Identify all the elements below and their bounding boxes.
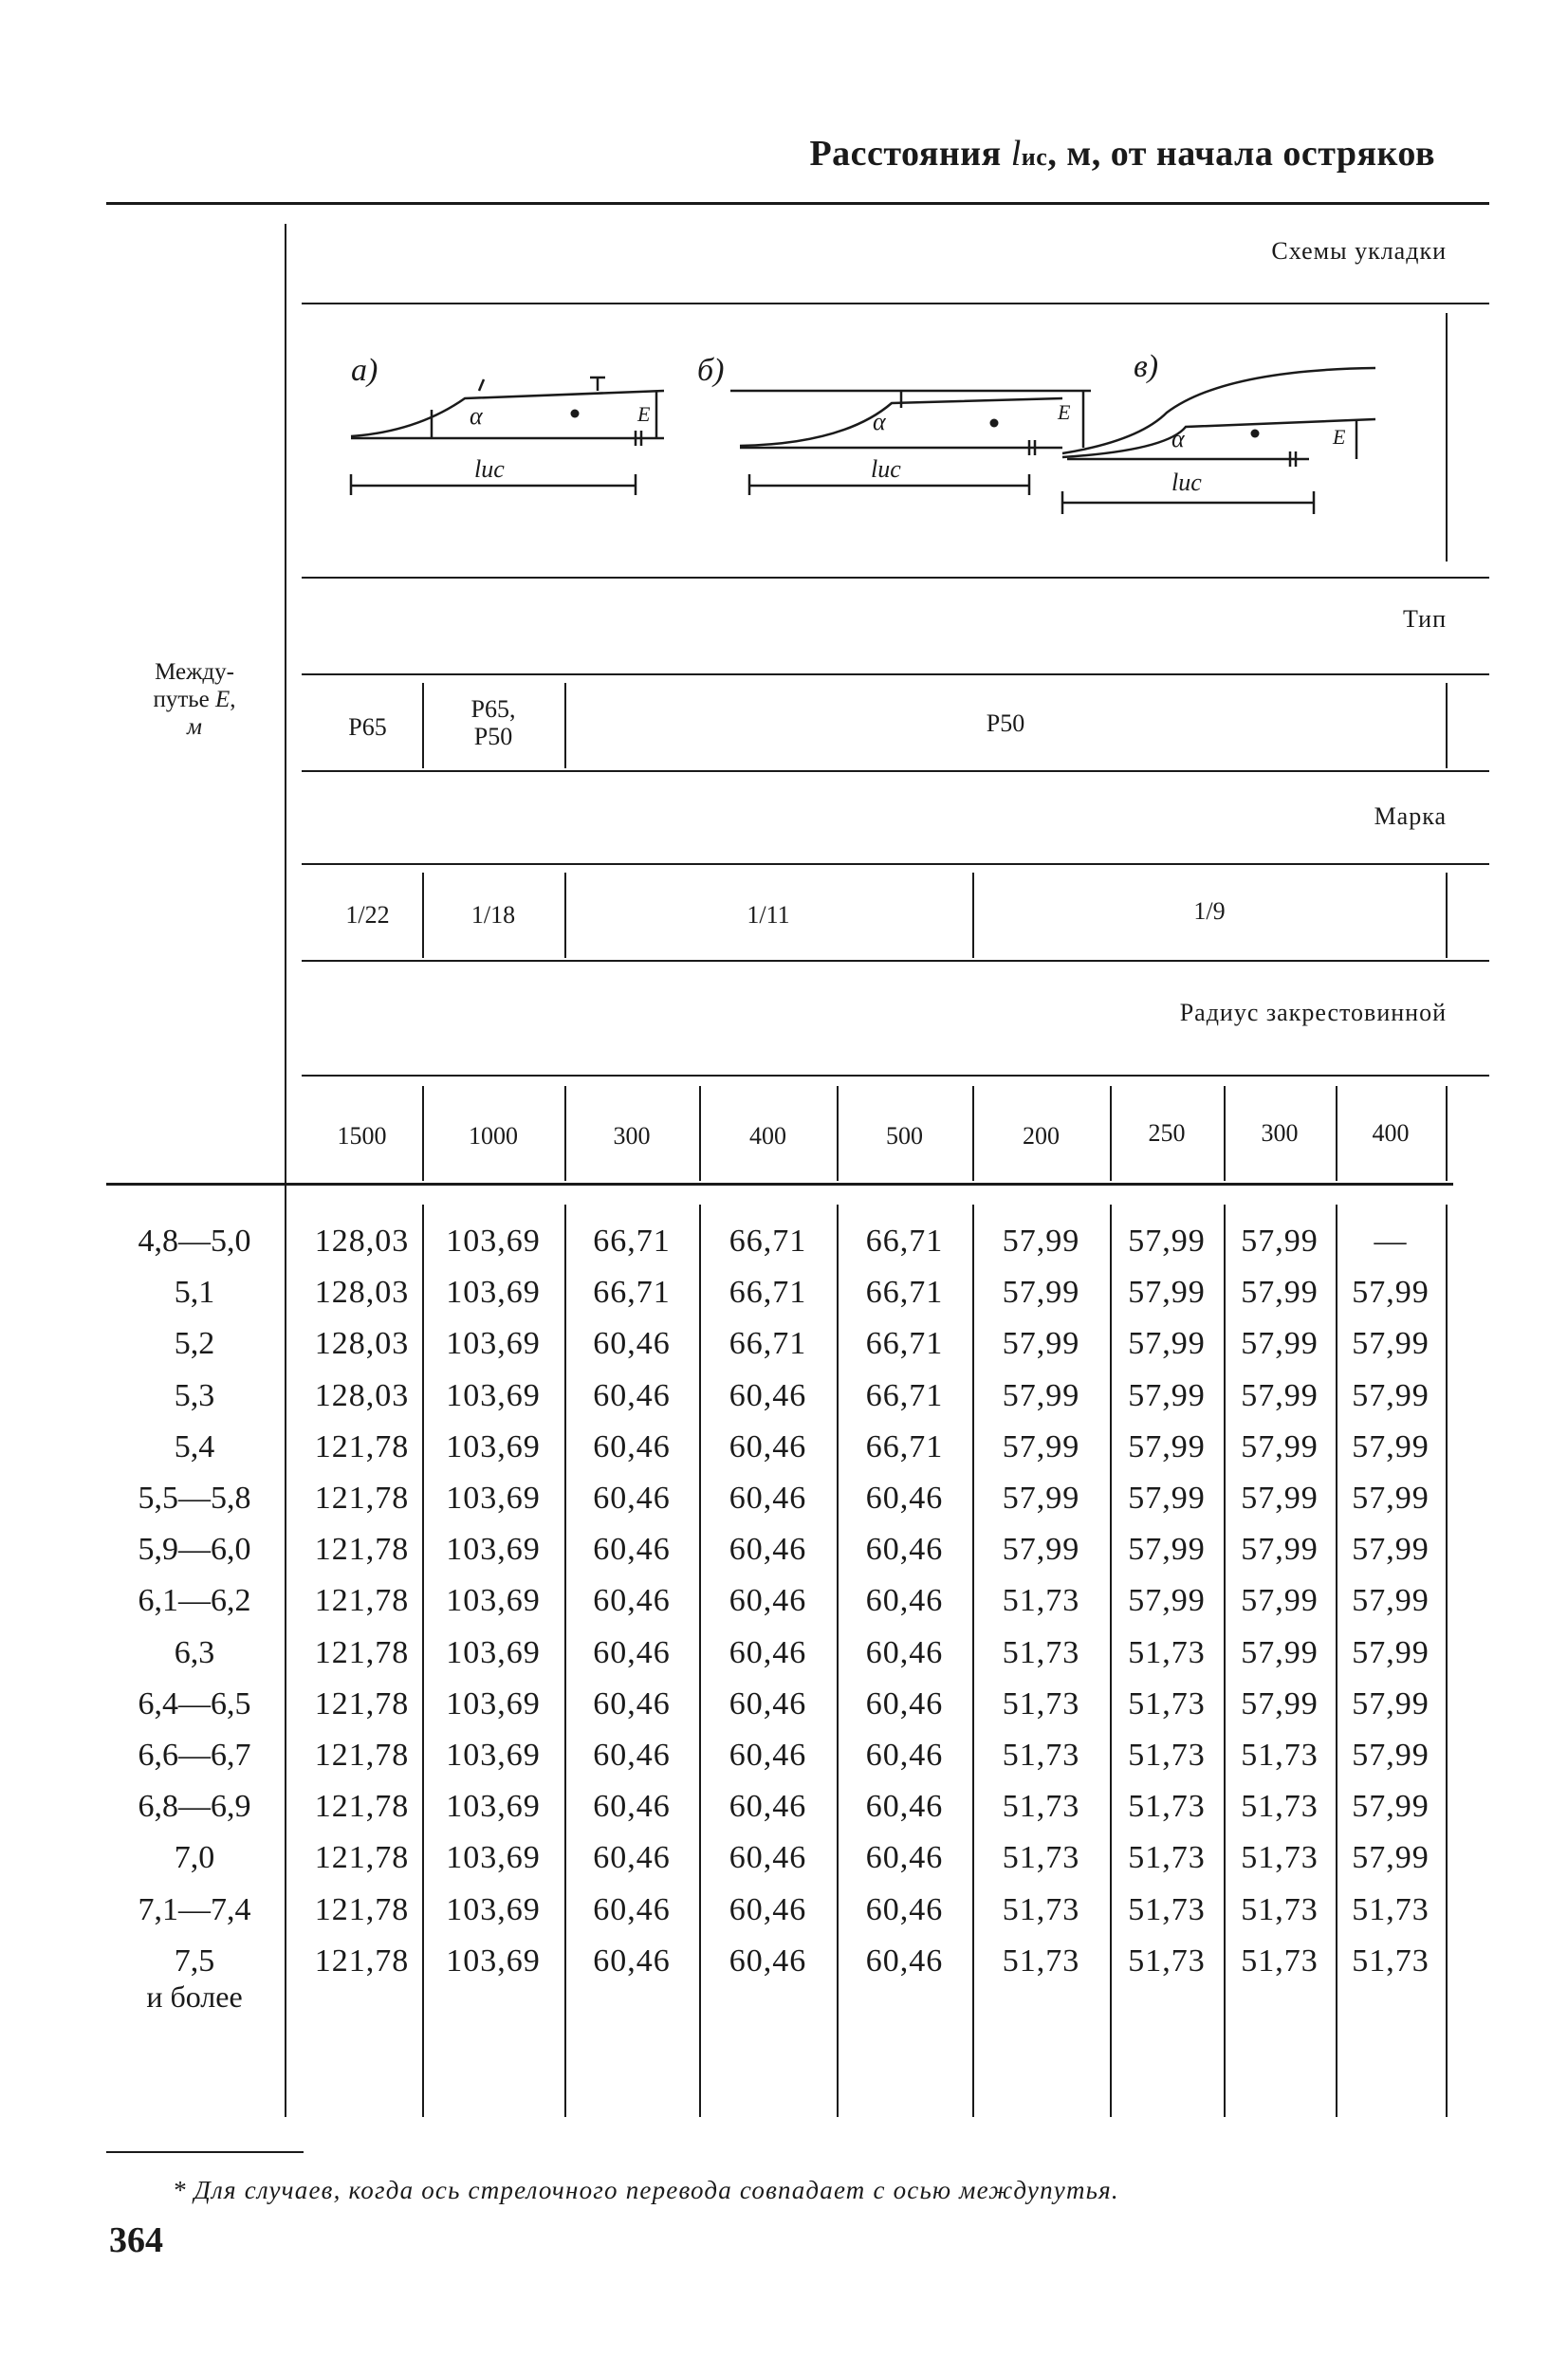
table-cell: 57,99 bbox=[1352, 1840, 1430, 1875]
table-top-border bbox=[106, 202, 1489, 205]
type-row-bottom bbox=[302, 770, 1489, 772]
scheme-a-alpha: α bbox=[470, 402, 483, 430]
table-cell: 60,46 bbox=[729, 1583, 807, 1618]
table-cell: 103,69 bbox=[446, 1789, 541, 1824]
table-cell: 51,73 bbox=[1241, 1892, 1319, 1927]
table-cell: 60,46 bbox=[865, 1686, 944, 1721]
row-e-value: 5,5—5,8 bbox=[138, 1481, 251, 1516]
table-cell: 66,71 bbox=[865, 1429, 944, 1464]
mark-1-18: 1/18 bbox=[470, 901, 516, 929]
table-cell: 51,73 bbox=[1241, 1943, 1319, 1979]
table-cell: 57,99 bbox=[1241, 1635, 1319, 1670]
table-cell: 66,71 bbox=[593, 1224, 671, 1259]
section-type-label: Тип bbox=[1402, 605, 1447, 633]
row-e-value: 5,2 bbox=[174, 1326, 215, 1361]
page-number: 364 bbox=[109, 2220, 163, 2260]
table-cell: 57,99 bbox=[1352, 1275, 1430, 1310]
row-e-value: 6,4—6,5 bbox=[138, 1686, 251, 1721]
table-cell: 60,46 bbox=[593, 1686, 671, 1721]
section-radius-label: Радиус закрестовинной bbox=[1179, 999, 1447, 1026]
table-cell: 60,46 bbox=[593, 1378, 671, 1413]
table-cell: 57,99 bbox=[1352, 1789, 1430, 1824]
table-cell: 121,78 bbox=[314, 1943, 410, 1979]
row-e-label bbox=[104, 1224, 285, 1260]
table-cell: 60,46 bbox=[865, 1532, 944, 1567]
table-cell: 121,78 bbox=[314, 1686, 410, 1721]
layout-schemes-diagram bbox=[313, 332, 1451, 550]
table-cell: 60,46 bbox=[593, 1635, 671, 1670]
scheme-a-length: lис bbox=[474, 455, 505, 483]
table-cell: 51,73 bbox=[1002, 1840, 1080, 1875]
table-cell: 57,99 bbox=[1002, 1275, 1080, 1310]
type-p65-p50: Р65, Р50 bbox=[470, 695, 516, 750]
table-cell: 60,46 bbox=[729, 1943, 807, 1979]
table-cell: 51,73 bbox=[1128, 1686, 1206, 1721]
scheme-a-e: E bbox=[637, 402, 651, 426]
table-cell: 128,03 bbox=[314, 1224, 410, 1259]
row-e-label bbox=[104, 1378, 285, 1414]
mark-1-11: 1/11 bbox=[747, 901, 790, 929]
scheme-a-label: а) bbox=[351, 353, 378, 388]
table-cell: 121,78 bbox=[314, 1840, 410, 1875]
table-cell: 103,69 bbox=[446, 1583, 541, 1618]
table-cell: 60,46 bbox=[593, 1840, 671, 1875]
table-cell: 66,71 bbox=[865, 1224, 944, 1259]
table-cell: 51,73 bbox=[1002, 1943, 1080, 1979]
radius-400-b: 400 bbox=[1372, 1119, 1410, 1147]
scheme-c-label: в) bbox=[1134, 349, 1159, 384]
table-cell: 57,99 bbox=[1128, 1378, 1206, 1413]
table-cell: 57,99 bbox=[1002, 1481, 1080, 1516]
footnote: * Для случаев, когда ось стрелочного перевода совпадает с осью междупутья. bbox=[173, 2176, 1119, 2204]
table-cell: 103,69 bbox=[446, 1943, 541, 1979]
mark-row-bottom bbox=[302, 960, 1489, 962]
table-cell: 66,71 bbox=[593, 1275, 671, 1310]
e-column-divider bbox=[285, 224, 286, 2117]
table-cell: 51,73 bbox=[1128, 1943, 1206, 1979]
mark-1-22: 1/22 bbox=[345, 901, 390, 929]
table-cell: 60,46 bbox=[593, 1738, 671, 1773]
table-cell: 60,46 bbox=[865, 1738, 944, 1773]
table-cell: 103,69 bbox=[446, 1224, 541, 1259]
table-cell: 57,99 bbox=[1128, 1481, 1206, 1516]
table-cell: 60,46 bbox=[729, 1635, 807, 1670]
scheme-b-alpha: α bbox=[873, 408, 886, 435]
table-cell: 51,73 bbox=[1241, 1840, 1319, 1875]
table-cell: 121,78 bbox=[314, 1429, 410, 1464]
section-schemes-label: Схемы укладки bbox=[1271, 237, 1447, 265]
table-cell: 128,03 bbox=[314, 1275, 410, 1310]
table-cell: 57,99 bbox=[1241, 1326, 1319, 1361]
table-title: Расстояния lис, м, от начала остряков bbox=[809, 134, 1435, 174]
row-e-value: 7,0 bbox=[174, 1840, 215, 1875]
table-cell: 57,99 bbox=[1002, 1378, 1080, 1413]
row-e-label bbox=[104, 1789, 285, 1825]
radius-300-b: 300 bbox=[1261, 1119, 1299, 1147]
radius-1000: 1000 bbox=[469, 1122, 518, 1150]
table-cell: 60,46 bbox=[593, 1789, 671, 1824]
radius-250: 250 bbox=[1148, 1119, 1186, 1147]
row-e-label bbox=[104, 1686, 285, 1722]
table-cell: 51,73 bbox=[1002, 1635, 1080, 1670]
table-cell: 121,78 bbox=[314, 1635, 410, 1670]
table-cell: 57,99 bbox=[1128, 1224, 1206, 1259]
table-cell: 103,69 bbox=[446, 1738, 541, 1773]
radius-200: 200 bbox=[1023, 1122, 1060, 1150]
row-e-label bbox=[104, 1275, 285, 1311]
radius-1500: 1500 bbox=[337, 1122, 387, 1150]
table-cell: 66,71 bbox=[729, 1326, 807, 1361]
table-cell: 57,99 bbox=[1128, 1532, 1206, 1567]
row-e-value: 4,8—5,0 bbox=[138, 1224, 251, 1259]
table-cell: 57,99 bbox=[1002, 1532, 1080, 1567]
table-cell: 51,73 bbox=[1128, 1738, 1206, 1773]
radius-400-a: 400 bbox=[749, 1122, 786, 1150]
table-cell: 60,46 bbox=[865, 1583, 944, 1618]
table-cell: 66,71 bbox=[865, 1326, 944, 1361]
table-cell: 128,03 bbox=[314, 1326, 410, 1361]
scheme-c-alpha: α bbox=[1171, 425, 1185, 452]
row-e-label bbox=[104, 1738, 285, 1774]
scheme-b-length: lис bbox=[871, 455, 901, 483]
footnote-rule bbox=[106, 2151, 304, 2153]
table-cell: 57,99 bbox=[1002, 1326, 1080, 1361]
table-cell: 51,73 bbox=[1128, 1789, 1206, 1824]
table-cell: 60,46 bbox=[593, 1326, 671, 1361]
table-cell: 66,71 bbox=[729, 1275, 807, 1310]
table-cell: 103,69 bbox=[446, 1635, 541, 1670]
table-cell: 51,73 bbox=[1352, 1943, 1430, 1979]
table-cell: 51,73 bbox=[1002, 1686, 1080, 1721]
table-cell: 57,99 bbox=[1352, 1532, 1430, 1567]
table-cell: 57,99 bbox=[1002, 1224, 1080, 1259]
row-e-label bbox=[104, 1840, 285, 1876]
table-cell: 66,71 bbox=[865, 1378, 944, 1413]
header-bottom-border bbox=[106, 1183, 1453, 1186]
row-e-value: 5,9—6,0 bbox=[138, 1532, 251, 1567]
row-e-label bbox=[104, 1892, 285, 1928]
row-e-value: 6,3 bbox=[174, 1635, 215, 1670]
table-cell: 57,99 bbox=[1241, 1275, 1319, 1310]
table-cell: 60,46 bbox=[729, 1789, 807, 1824]
row-e-value: 5,4 bbox=[174, 1429, 215, 1464]
table-cell: 60,46 bbox=[865, 1635, 944, 1670]
table-cell: 60,46 bbox=[865, 1840, 944, 1875]
table-cell: 121,78 bbox=[314, 1789, 410, 1824]
body-right-edge bbox=[1446, 1205, 1448, 2117]
scheme-c-e: E bbox=[1333, 425, 1346, 449]
table-cell: 60,46 bbox=[593, 1532, 671, 1567]
table-cell: 57,99 bbox=[1002, 1429, 1080, 1464]
table-cell: 57,99 bbox=[1352, 1378, 1430, 1413]
table-cell: 60,46 bbox=[729, 1532, 807, 1567]
radius-row-top bbox=[302, 1075, 1489, 1077]
table-cell: 51,73 bbox=[1002, 1789, 1080, 1824]
row-e-value: 6,6—6,7 bbox=[138, 1738, 251, 1773]
table-cell: 57,99 bbox=[1241, 1686, 1319, 1721]
table-cell: 121,78 bbox=[314, 1481, 410, 1516]
table-cell: 60,46 bbox=[729, 1429, 807, 1464]
table-cell: 103,69 bbox=[446, 1840, 541, 1875]
table-cell: 57,99 bbox=[1241, 1481, 1319, 1516]
radius-500: 500 bbox=[886, 1122, 923, 1150]
table-cell: 66,71 bbox=[865, 1275, 944, 1310]
radius-300-a: 300 bbox=[613, 1122, 651, 1150]
row-e-value-line2: и более bbox=[146, 1979, 243, 2014]
table-cell: 60,46 bbox=[593, 1429, 671, 1464]
table-cell: 51,73 bbox=[1241, 1738, 1319, 1773]
row-e-value: 7,1—7,4 bbox=[138, 1892, 251, 1927]
row-e-label bbox=[104, 1583, 285, 1619]
table-cell: 57,99 bbox=[1352, 1583, 1430, 1618]
table-cell: 57,99 bbox=[1241, 1429, 1319, 1464]
table-cell: 51,73 bbox=[1002, 1583, 1080, 1618]
scheme-c-length: lис bbox=[1171, 469, 1202, 496]
table-cell: 103,69 bbox=[446, 1892, 541, 1927]
row-e-label bbox=[104, 1429, 285, 1465]
table-cell: 57,99 bbox=[1241, 1224, 1319, 1259]
table-cell: 128,03 bbox=[314, 1378, 410, 1413]
table-cell: 51,73 bbox=[1002, 1892, 1080, 1927]
table-cell: 121,78 bbox=[314, 1583, 410, 1618]
scheme-b-e: E bbox=[1058, 400, 1071, 424]
table-cell: 60,46 bbox=[593, 1583, 671, 1618]
row-e-label bbox=[104, 1943, 285, 2015]
row-e-value: 5,1 bbox=[174, 1275, 215, 1310]
table-cell: 60,46 bbox=[593, 1943, 671, 1979]
table-cell: 57,99 bbox=[1128, 1429, 1206, 1464]
row-e-label bbox=[104, 1635, 285, 1671]
table-cell: 51,73 bbox=[1128, 1635, 1206, 1670]
table-cell: 121,78 bbox=[314, 1892, 410, 1927]
table-cell: 60,46 bbox=[729, 1378, 807, 1413]
table-cell: 57,99 bbox=[1128, 1326, 1206, 1361]
table-cell: 57,99 bbox=[1352, 1686, 1430, 1721]
table-cell: 60,46 bbox=[729, 1686, 807, 1721]
row-e-label bbox=[104, 1326, 285, 1362]
table-cell: 57,99 bbox=[1128, 1275, 1206, 1310]
table-cell: 60,46 bbox=[593, 1481, 671, 1516]
table-cell: 60,46 bbox=[865, 1943, 944, 1979]
table-cell: 57,99 bbox=[1352, 1481, 1430, 1516]
table-cell: 60,46 bbox=[729, 1840, 807, 1875]
table-cell: 51,73 bbox=[1352, 1892, 1430, 1927]
table-cell: 103,69 bbox=[446, 1532, 541, 1567]
table-cell: 103,69 bbox=[446, 1378, 541, 1413]
row-e-value: 6,1—6,2 bbox=[138, 1583, 251, 1618]
table-cell: 60,46 bbox=[865, 1892, 944, 1927]
radius-right-edge bbox=[1446, 1086, 1448, 1181]
table-cell: 57,99 bbox=[1352, 1429, 1430, 1464]
table-cell: 103,69 bbox=[446, 1326, 541, 1361]
table-cell: 103,69 bbox=[446, 1481, 541, 1516]
table-cell: 60,46 bbox=[729, 1892, 807, 1927]
type-top-line bbox=[302, 577, 1489, 579]
table-cell: 57,99 bbox=[1128, 1583, 1206, 1618]
e-column-header: Между- путье E, м bbox=[153, 659, 236, 740]
schemes-top-line bbox=[302, 303, 1489, 304]
table-cell: 51,73 bbox=[1128, 1840, 1206, 1875]
table-cell: 57,99 bbox=[1241, 1378, 1319, 1413]
type-p65: Р65 bbox=[348, 713, 387, 741]
table-cell: 57,99 bbox=[1352, 1738, 1430, 1773]
table-cell: 51,73 bbox=[1002, 1738, 1080, 1773]
type-p50: Р50 bbox=[986, 709, 1025, 737]
table-cell: 60,46 bbox=[729, 1738, 807, 1773]
table-cell: 51,73 bbox=[1128, 1892, 1206, 1927]
table-cell: 57,99 bbox=[1241, 1532, 1319, 1567]
mark-1-9: 1/9 bbox=[1193, 897, 1226, 925]
table-cell: 57,99 bbox=[1241, 1583, 1319, 1618]
table-cell: — bbox=[1374, 1224, 1408, 1259]
scheme-b-label: б) bbox=[697, 353, 725, 388]
table-cell: 60,46 bbox=[865, 1789, 944, 1824]
row-e-value: 5,3 bbox=[174, 1378, 215, 1413]
mark-row-top bbox=[302, 863, 1489, 865]
row-e-value: 7,5 bbox=[174, 1943, 215, 1979]
row-e-label bbox=[104, 1481, 285, 1517]
table-cell: 51,73 bbox=[1241, 1789, 1319, 1824]
table-cell: 60,46 bbox=[865, 1481, 944, 1516]
row-e-label bbox=[104, 1532, 285, 1568]
row-e-value: 6,8—6,9 bbox=[138, 1789, 251, 1824]
table-cell: 57,99 bbox=[1352, 1326, 1430, 1361]
table-cell: 66,71 bbox=[729, 1224, 807, 1259]
table-cell: 103,69 bbox=[446, 1275, 541, 1310]
type-row-top bbox=[302, 673, 1489, 675]
table-cell: 121,78 bbox=[314, 1532, 410, 1567]
section-mark-label: Марка bbox=[1374, 802, 1447, 830]
table-cell: 60,46 bbox=[729, 1481, 807, 1516]
table-cell: 57,99 bbox=[1352, 1635, 1430, 1670]
table-cell: 60,46 bbox=[593, 1892, 671, 1927]
table-cell: 121,78 bbox=[314, 1738, 410, 1773]
table-cell: 103,69 bbox=[446, 1686, 541, 1721]
table-cell: 103,69 bbox=[446, 1429, 541, 1464]
